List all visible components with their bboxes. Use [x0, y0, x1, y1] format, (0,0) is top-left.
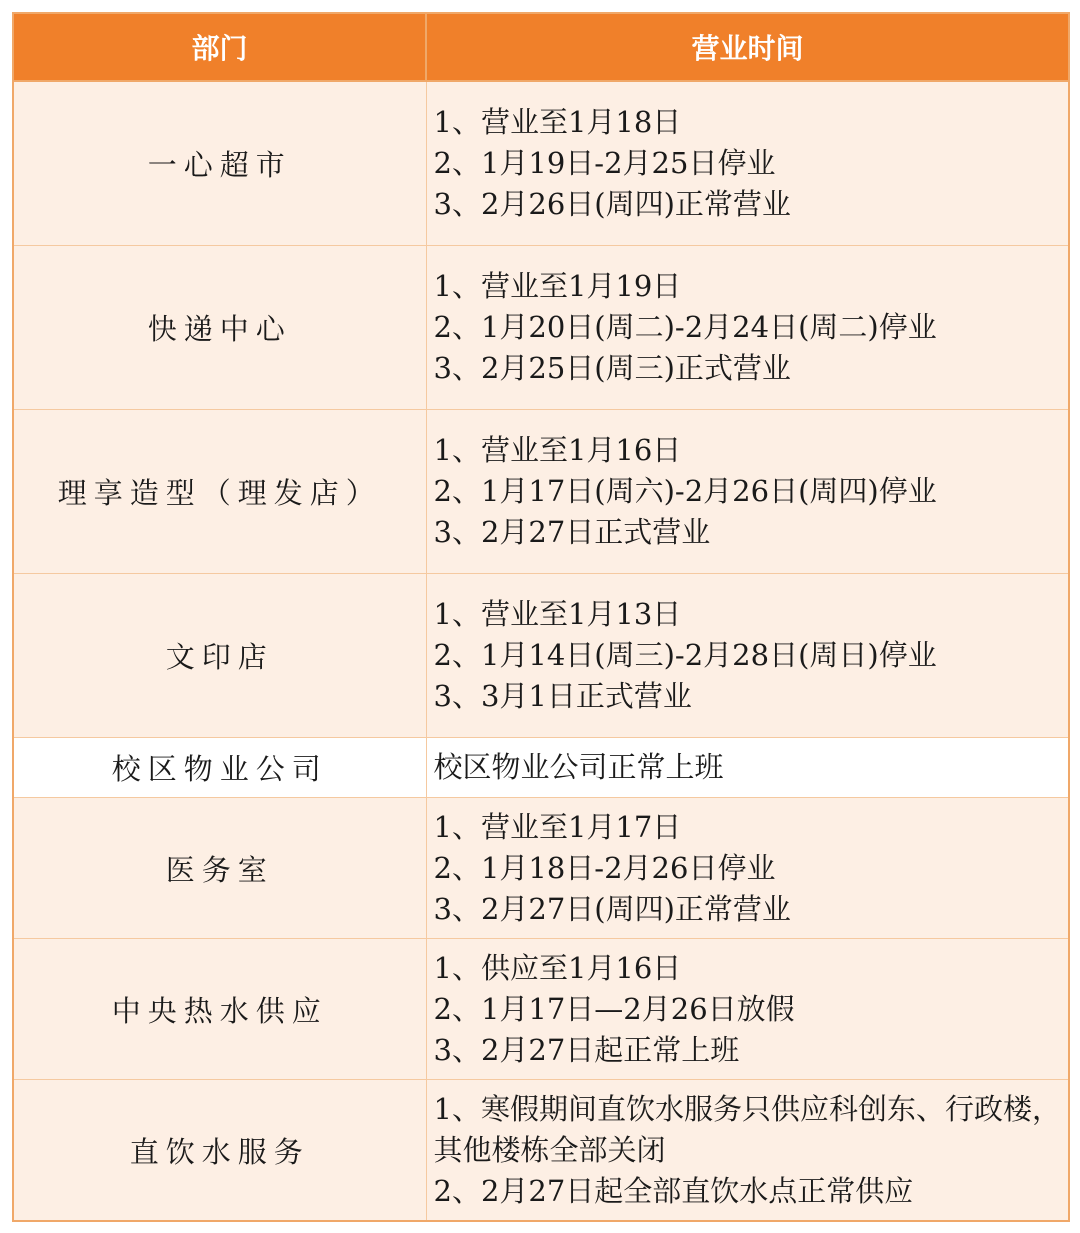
department-cell: 直饮水服务: [13, 1080, 426, 1222]
hours-line: 2、1月19日-2月25日停业: [433, 146, 776, 180]
table-row-property: [13, 738, 1069, 798]
hours-cell: [426, 939, 1069, 1080]
hours-cell: [426, 410, 1069, 574]
department-cell: 快递中心: [13, 246, 426, 410]
hours-line: 3、2月27日(周四)正常营业: [433, 891, 791, 926]
table-row-drinking-water: [13, 1080, 1069, 1222]
hours-line: 2、1月17日—2月26日放假: [433, 991, 795, 1026]
hours-line: 2、1月17日(周六)-2月26日(周四)停业: [433, 474, 937, 508]
department-cell: 中央热水供应: [13, 939, 426, 1080]
header-hours: 营业时间: [426, 13, 1069, 81]
table-row-barber: [13, 410, 1069, 574]
table-row-express-center: [13, 246, 1069, 410]
hours-line: 1、营业至1月13日: [433, 597, 682, 631]
hours-line: 3、2月25日(周三)正式营业: [433, 351, 791, 385]
hours-line: 1、营业至1月16日: [433, 433, 682, 467]
table-row-print-shop: [13, 574, 1069, 738]
business-hours-table: [12, 12, 1070, 1222]
hours-line: 2、2月27日起全部直饮水点正常供应: [433, 1173, 914, 1208]
hours-cell: [426, 246, 1069, 410]
hours-line: 1、营业至1月17日: [433, 809, 682, 844]
hours-line: 1、供应至1月16日: [433, 950, 682, 985]
department-cell: 理享造型（理发店）: [13, 410, 426, 574]
department-cell: 一心超市: [13, 81, 426, 246]
hours-line: 3、2月26日(周四)正常营业: [433, 187, 791, 221]
table-header-row: [13, 13, 1069, 81]
hours-line: 2、1月14日(周三)-2月28日(周日)停业: [433, 638, 937, 672]
department-cell: 文印店: [13, 574, 426, 738]
hours-line: 2、1月18日-2月26日停业: [433, 850, 776, 885]
hours-cell: [426, 1080, 1069, 1222]
hours-cell: [426, 81, 1069, 246]
hours-line: 3、2月27日起正常上班: [433, 1032, 740, 1067]
department-cell: 医务室: [13, 798, 426, 939]
header-department: 部门: [13, 13, 426, 81]
hours-cell: [426, 738, 1069, 798]
table-row-supermarket: [13, 81, 1069, 246]
table-row-hot-water: [13, 939, 1069, 1080]
hours-line: 2、1月20日(周二)-2月24日(周二)停业: [433, 310, 937, 344]
hours-line: 1、营业至1月18日: [433, 105, 682, 139]
table-row-clinic: [13, 798, 1069, 939]
hours-line: 3、3月1日正式营业: [433, 679, 692, 713]
department-cell: 校区物业公司: [13, 738, 426, 798]
hours-cell: [426, 798, 1069, 939]
hours-line: 1、寒假期间直饮水服务只供应科创东、行政楼，其他楼栋全部关闭: [433, 1091, 1061, 1167]
hours-line: 3、2月27日正式营业: [433, 515, 711, 549]
hours-cell: [426, 574, 1069, 738]
hours-line: 校区物业公司正常上班: [433, 750, 724, 784]
hours-line: 1、营业至1月19日: [433, 269, 682, 303]
